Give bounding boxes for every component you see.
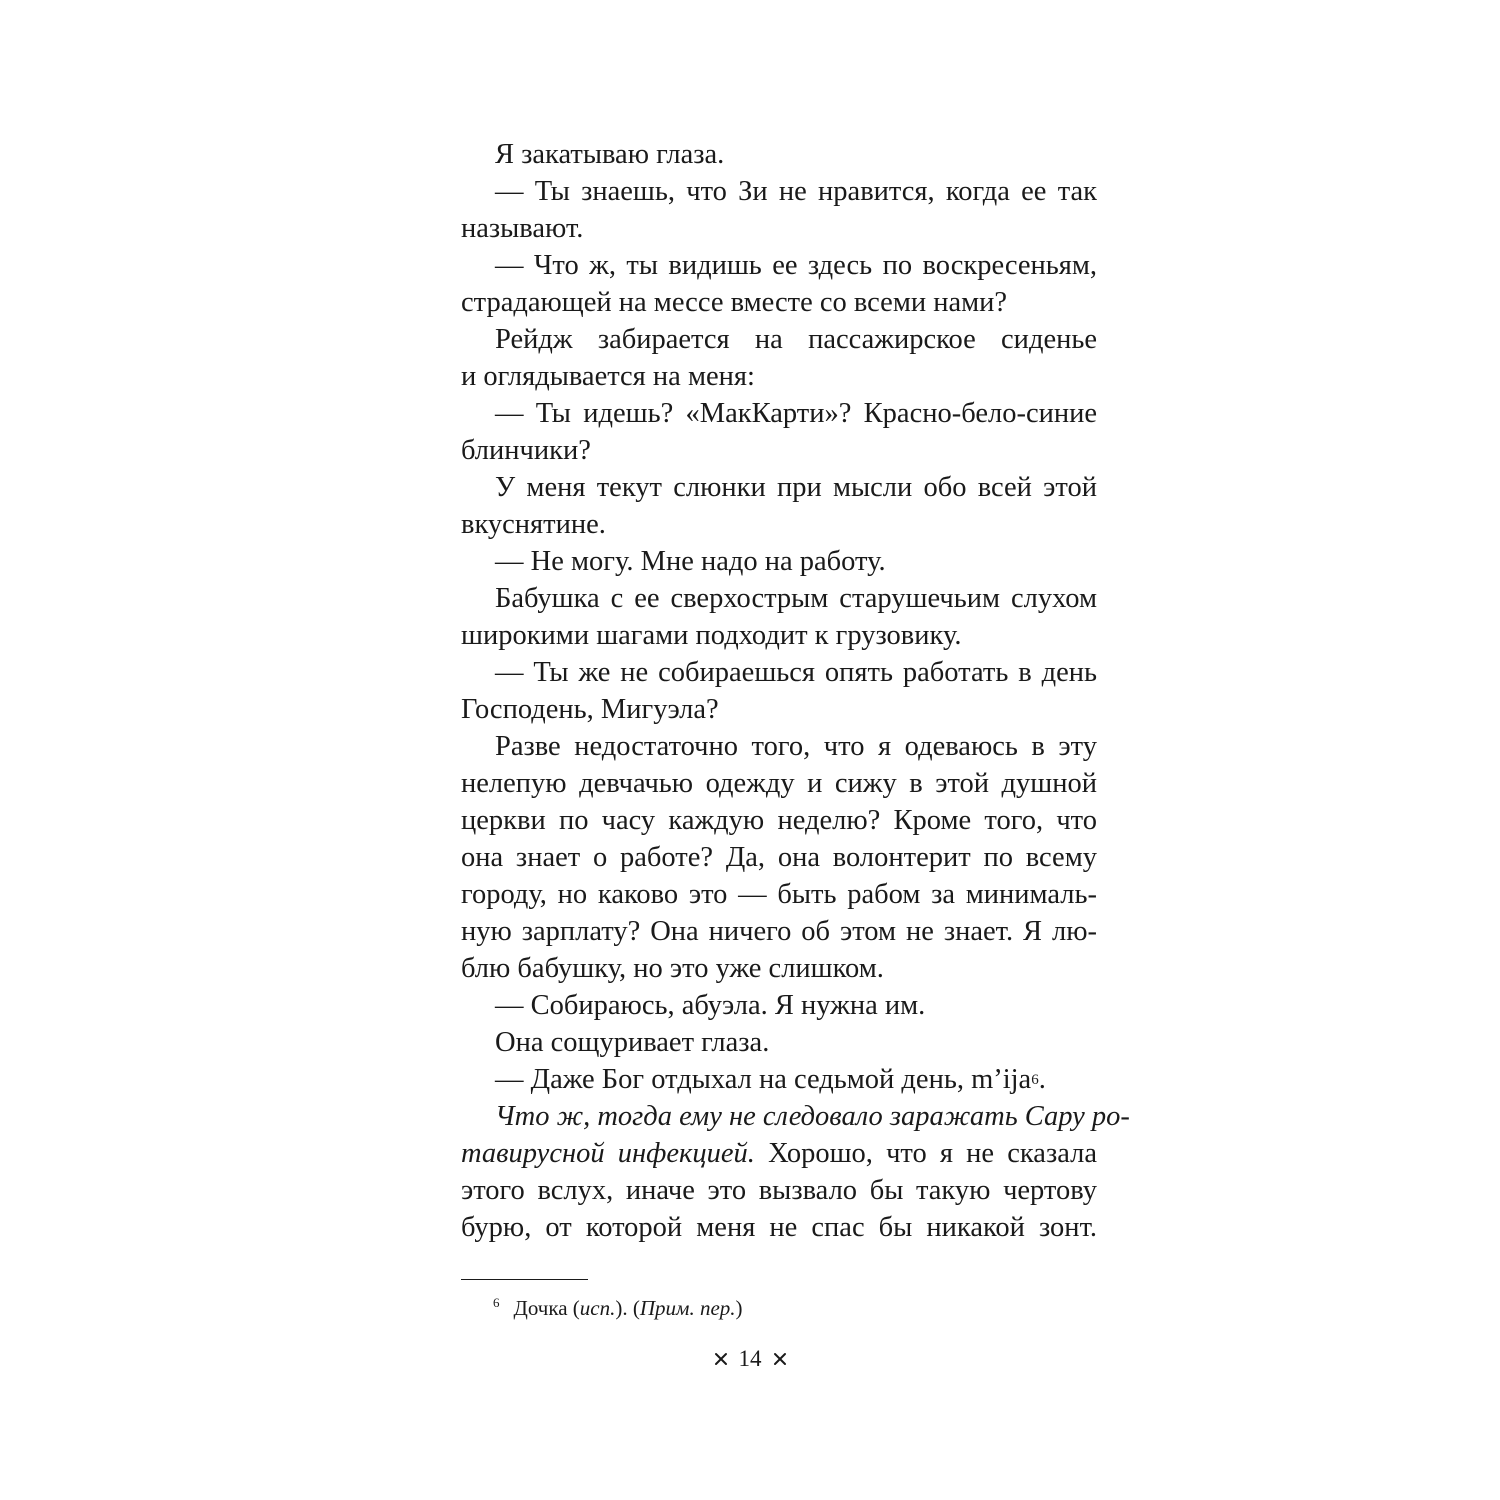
text-line-italic: Что ж, тогда ему не следовало заражать Сару ро- <box>495 1101 1130 1132</box>
text-line: Господень, Мигуэла? <box>461 694 719 725</box>
text-line: страдающей на мессе вместе со всеми нами? <box>461 287 1008 318</box>
text-line: этого вслух, иначе это вызвало бы такую чертову <box>461 1175 1097 1206</box>
text-line: — Не могу. Мне надо на работу. <box>495 546 886 577</box>
text-line <box>495 1061 1046 1098</box>
text-line: блю бабушку, но это уже слишком. <box>461 953 884 984</box>
text-line: называют. <box>461 213 584 244</box>
text-run-italic: тавирусной инфекцией. <box>461 1138 755 1169</box>
text-line: — Что ж, ты видишь ее здесь по воскресеньям, <box>495 250 1097 281</box>
text-line: Я закатываю глаза. <box>495 139 725 170</box>
text-line: бурю, от которой меня не спас бы никакой зонт. <box>461 1212 1097 1243</box>
text-line: нелепую девчачью одежду и сижу в этой душной <box>461 768 1097 799</box>
text-line: — Ты идешь? «МакКарти»? Красно-бело-синие <box>495 398 1097 429</box>
footnote-reference: 6 <box>1031 1072 1039 1088</box>
text-line: Она сощуривает глаза. <box>495 1027 770 1058</box>
cross-ornament-icon <box>713 1351 729 1367</box>
page-number: 14 <box>738 1346 762 1371</box>
footnote-text: ). ( <box>615 1296 640 1320</box>
footnote <box>493 1294 743 1325</box>
text-line: — Собираюсь, абуэла. Я нужна им. <box>495 990 926 1021</box>
footnote-text: Дочка ( <box>513 1296 580 1320</box>
footnote-mark: 6 <box>493 1295 500 1310</box>
page-number-block <box>0 1344 1500 1374</box>
text-line: вкуснятине. <box>461 509 606 540</box>
text-line: — Ты знаешь, что Зи не нравится, когда ее так <box>495 176 1097 207</box>
text-line: блинчики? <box>461 435 591 466</box>
text-line: она знает о работе? Да, она волонтерит по всему <box>461 842 1097 873</box>
text-line: ную зарплату? Она ничего об этом не знает. Я лю- <box>461 916 1097 947</box>
text-line <box>461 1135 1097 1172</box>
text-line: широкими шагами подходит к грузовику. <box>461 620 962 651</box>
text-run: Хорошо, что я не сказала <box>754 1138 1097 1169</box>
text-line: городу, но каково это — быть рабом за минималь- <box>461 879 1097 910</box>
cross-ornament-icon <box>772 1351 788 1367</box>
text-line: — Ты же не собираешься опять работать в день <box>495 657 1097 688</box>
footnote-text-italic: исп. <box>579 1296 616 1320</box>
text-run: . <box>1038 1064 1046 1095</box>
text-run: — Даже Бог отдыхал на седьмой день, m’ija <box>495 1064 1032 1095</box>
footnote-divider <box>461 1279 588 1280</box>
text-line: и оглядывается на меня: <box>461 361 755 392</box>
text-line: церкви по часу каждую неделю? Кроме того, что <box>461 805 1097 836</box>
text-line: У меня текут слюнки при мысли обо всей этой <box>495 472 1097 503</box>
footnote-text-italic: Прим. пер. <box>639 1296 736 1320</box>
footnote-text: ) <box>735 1296 743 1320</box>
text-line: Бабушка с ее сверхострым старушечьим слухом <box>495 583 1097 614</box>
text-line: Разве недостаточно того, что я одеваюсь в эту <box>495 731 1097 762</box>
text-line: Рейдж забирается на пассажирское сиденье <box>495 324 1097 355</box>
